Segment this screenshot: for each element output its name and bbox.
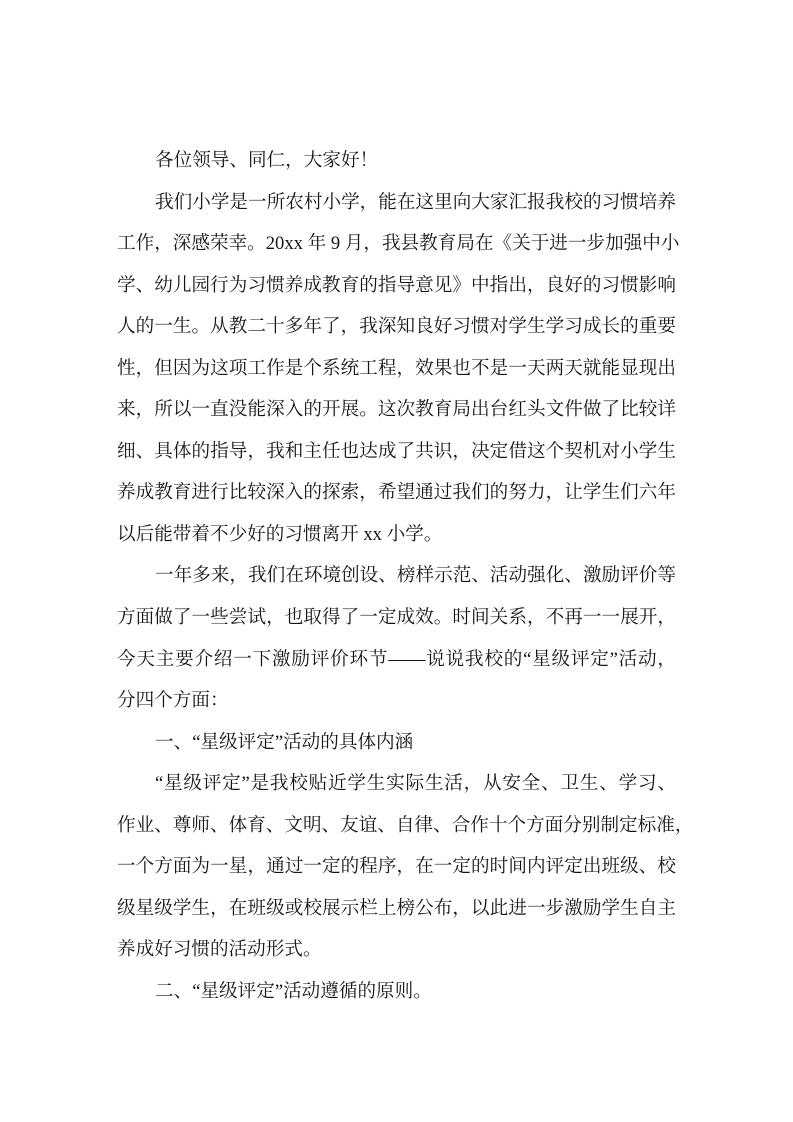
text-line: 各位领导、同仁，大家好！ xyxy=(155,150,379,171)
text-line: 养成好习惯的活动形式。 xyxy=(117,939,322,961)
overview-paragraph xyxy=(117,555,676,721)
text-line: 工作，深感荣幸。20xx 年 9 月，我县教育局在《关于进一步加强中小 xyxy=(117,233,680,255)
text-line: 一个方面为一星，通过一定的程序，在一定的时间内评定出班级、校 xyxy=(117,856,676,878)
text-line: “星级评定”是我校贴近学生实际生活，从安全、卫生、学习、 xyxy=(155,773,676,795)
intro-paragraph xyxy=(117,182,680,556)
text-line: 来，所以一直没能深入的开展。这次教育局出台红头文件做了比较详 xyxy=(117,399,676,421)
section-1 xyxy=(117,722,694,971)
text-line: 今天主要介绍一下激励评价环节——说说我校的“星级评定”活动， xyxy=(117,648,676,670)
text-line: 人的一生。从教二十多年了，我深知良好习惯对学生学习成长的重要 xyxy=(117,316,676,338)
text-line: 作业、尊师、体育、文明、友谊、自律、合作十个方面分别制定标准， xyxy=(117,814,694,836)
text-line: 我们小学是一所农村小学，能在这里向大家汇报我校的习惯培养 xyxy=(155,191,676,213)
section-heading: 二、“星级评定”活动遵循的原则。 xyxy=(155,980,432,1002)
text-line: 细、具体的指导，我和主任也达成了共识，决定借这个契机对小学生 xyxy=(117,440,676,462)
section-heading: 一、“星级评定”活动的具体内涵 xyxy=(155,731,414,753)
text-line: 学、幼儿园行为习惯养成教育的指导意见》中指出，良好的习惯影响 xyxy=(117,274,676,296)
text-line: 一年多来，我们在环境创设、榜样示范、活动强化、激励评价等 xyxy=(155,565,676,587)
text-line: 以后能带着不少好的习惯离开 xx 小学。 xyxy=(117,523,443,545)
text-line: 分四个方面： xyxy=(117,690,229,712)
text-line: 级星级学生，在班级或校展示栏上榜公布，以此进一步激励学生自主 xyxy=(117,897,676,919)
text-line: 养成教育进行比较深入的探索，希望通过我们的努力，让学生们六年 xyxy=(117,482,676,504)
section-2 xyxy=(117,971,676,1013)
text-line: 方面做了一些尝试，也取得了一定成效。时间关系，不再一一展开， xyxy=(117,607,676,629)
greeting-paragraph xyxy=(117,140,676,182)
document-body xyxy=(117,140,694,1012)
text-line: 性，但因为这项工作是个系统工程，效果也不是一天两天就能显现出 xyxy=(117,357,676,379)
